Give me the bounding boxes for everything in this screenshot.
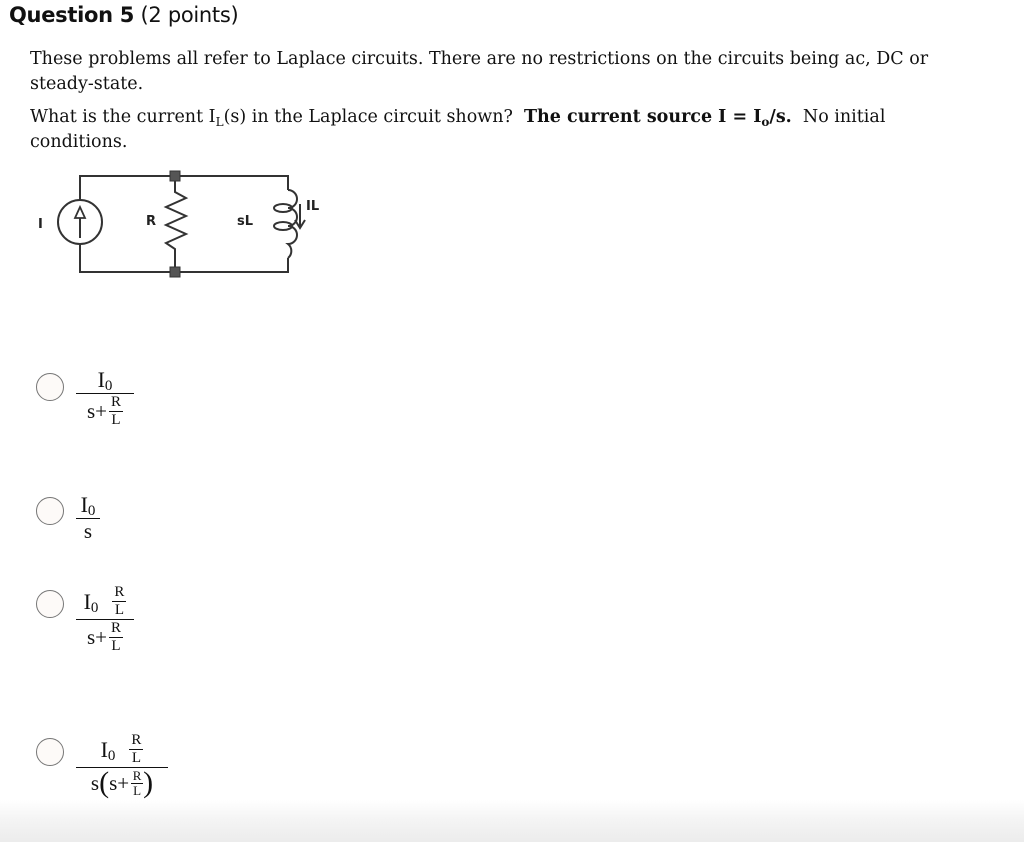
source-label: I: [38, 217, 43, 232]
node-top: [170, 171, 180, 181]
inductor-label: sL: [237, 214, 254, 229]
source-arrow-icon: [75, 207, 85, 238]
question-prompt: What is the current $I_L(s)$ in the Laplace circuit shown? The current source $I = I_o/s$. No initial conditions.: [30, 107, 892, 152]
question-intro: These problems all refer to Laplace circuits. There are no restrictions on the circuits being ac, DC or steady-state.: [30, 49, 929, 94]
current-label: IL: [306, 199, 320, 214]
resistor-label: R: [146, 214, 157, 229]
radio-button-d[interactable]: [36, 738, 64, 766]
circuit-diagram: [30, 165, 340, 285]
node-bottom: [170, 267, 180, 277]
question-points: (2 points): [140, 3, 239, 27]
radio-button-c[interactable]: [36, 590, 64, 618]
question-number: Question 5: [9, 3, 135, 27]
question-title: [9, 3, 238, 27]
radio-button-a[interactable]: [36, 373, 64, 401]
radio-button-b[interactable]: [36, 497, 64, 525]
